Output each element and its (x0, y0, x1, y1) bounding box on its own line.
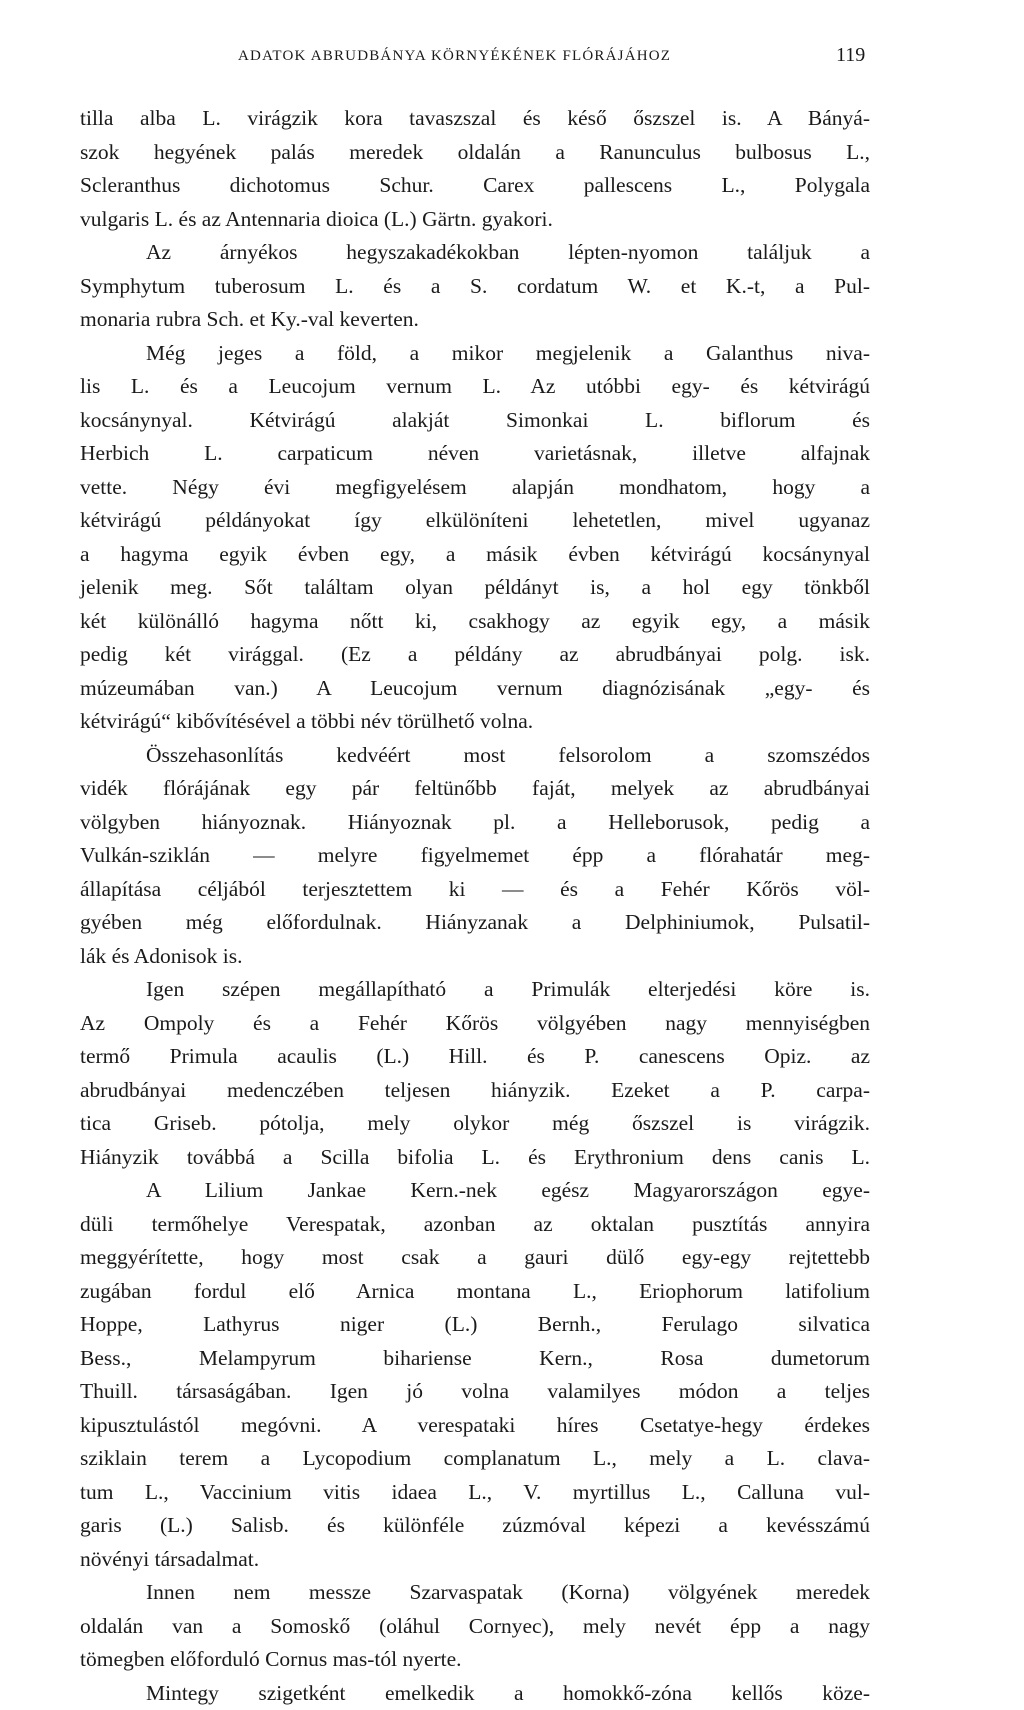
text-line: szok hegyének palás meredek oldalán a Ranunculus bulbosus L., (80, 136, 870, 170)
text-line: düli termőhelye Verespatak, azonban az oktalan pusztítás annyira (80, 1208, 870, 1242)
text-line: meggyérítette, hogy most csak a gauri dülő egy-egy rejtettebb (80, 1241, 870, 1275)
text-line: pedig két virággal. (Ez a példány az abrudbányai polg. isk. (80, 638, 870, 672)
text-line: tica Griseb. pótolja, mely olykor még őszszel is virágzik. (80, 1107, 870, 1141)
text-line: a hagyma egyik évben egy, a másik évben kétvirágú kocsánynyal (80, 538, 870, 572)
text-line: Még jeges a föld, a mikor megjelenik a Galanthus niva- (80, 337, 870, 371)
text-line: Az árnyékos hegyszakadékokban lépten-nyomon találjuk a (80, 236, 870, 270)
text-line: völgyben hiányoznak. Hiányoznak pl. a Helleborusok, pedig a (80, 806, 870, 840)
text-line: vette. Négy évi megfigyelésem alapján mondhatom, hogy a (80, 471, 870, 505)
text-line: A Lilium Jankae Kern.-nek egész Magyarországon egye- (80, 1174, 870, 1208)
text-line: kipusztulástól megóvni. A verespataki híres Csetatye-hegy érdekes (80, 1409, 870, 1443)
text-line: garis (L.) Salisb. és különféle zúzmóval képezi a kevésszámú (80, 1509, 870, 1543)
text-line: monaria rubra Sch. et Ky.-val keverten. (80, 303, 870, 337)
text-line: tilla alba L. virágzik kora tavaszszal és késő őszszel is. A Bányá- (80, 102, 870, 136)
text-line: tum L., Vaccinium vitis idaea L., V. myrtillus L., Calluna vul- (80, 1476, 870, 1510)
text-line: Thuill. társaságában. Igen jó volna valamilyes módon a teljes (80, 1375, 870, 1409)
text-line: Hiányzik továbbá a Scilla bifolia L. és Erythronium dens canis L. (80, 1141, 870, 1175)
text-line: lis L. és a Leucojum vernum L. Az utóbbi egy- és kétvirágú (80, 370, 870, 404)
text-line: kétvirágú példányokat így elkülöníteni lehetetlen, mivel ugyanaz (80, 504, 870, 538)
text-line: Innen nem messze Szarvaspatak (Korna) völgyének meredek (80, 1576, 870, 1610)
text-line: Vulkán-sziklán — melyre figyelmemet épp a flórahatár meg- (80, 839, 870, 873)
text-line: oldalán van a Somoskő (oláhul Cornyec), mely nevét épp a nagy (80, 1610, 870, 1644)
text-line: Igen szépen megállapítható a Primulák elterjedési köre is. (80, 973, 870, 1007)
text-line: állapítása céljából terjesztettem ki — és a Fehér Kőrös völ- (80, 873, 870, 907)
text-line: Symphytum tuberosum L. és a S. cordatum W. et K.-t, a Pul- (80, 270, 870, 304)
text-line: Herbich L. carpaticum néven varietásnak, illetve alfajnak (80, 437, 870, 471)
page-number: 119 (836, 44, 865, 67)
text-line: növényi társadalmat. (80, 1543, 870, 1577)
text-line: zugában fordul elő Arnica montana L., Eriophorum latifolium (80, 1275, 870, 1309)
text-line: kocsánynyal. Kétvirágú alakját Simonkai L. biflorum és (80, 404, 870, 438)
text-line: két különálló hagyma nőtt ki, csakhogy az egyik egy, a másik (80, 605, 870, 639)
text-line: Scleranthus dichotomus Schur. Carex pallescens L., Polygala (80, 169, 870, 203)
running-title: ADATOK ABRUDBÁNYA KÖRNYÉKÉNEK FLÓRÁJÁHOZ (238, 48, 671, 65)
text-line: lák és Adonisok is. (80, 940, 870, 974)
text-line: termő Primula acaulis (L.) Hill. és P. canescens Opiz. az (80, 1040, 870, 1074)
text-line: tömegben előforduló Cornus mas-tól nyerte. (80, 1643, 870, 1677)
text-line: Mintegy szigetként emelkedik a homokkő-zóna kellős köze- (80, 1677, 870, 1710)
text-line: kétvirágú“ kibővítésével a többi név törülhető volna. (80, 705, 870, 739)
text-line: gyében még előfordulnak. Hiányzanak a Delphiniumok, Pulsatil- (80, 906, 870, 940)
text-line: Összehasonlítás kedvéért most felsorolom a szomszédos (80, 739, 870, 773)
text-line: vulgaris L. és az Antennaria dioica (L.) Gärtn. gyakori. (80, 203, 870, 237)
text-line: Az Ompoly és a Fehér Kőrös völgyében nagy mennyiségben (80, 1007, 870, 1041)
text-line: Bess., Melampyrum bihariense Kern., Rosa dumetorum (80, 1342, 870, 1376)
text-line: sziklain terem a Lycopodium complanatum L., mely a L. clava- (80, 1442, 870, 1476)
text-line: múzeumában van.) A Leucojum vernum diagnózisának „egy- és (80, 672, 870, 706)
text-line: Hoppe, Lathyrus niger (L.) Bernh., Ferulago silvatica (80, 1308, 870, 1342)
text-line: jelenik meg. Sőt találtam olyan példányt is, a hol egy tönkből (80, 571, 870, 605)
body-text (80, 102, 870, 1710)
text-line: abrudbányai medenczében teljesen hiányzik. Ezeket a P. carpa- (80, 1074, 870, 1108)
text-line: vidék flórájának egy pár feltünőbb faját, melyek az abrudbányai (80, 772, 870, 806)
